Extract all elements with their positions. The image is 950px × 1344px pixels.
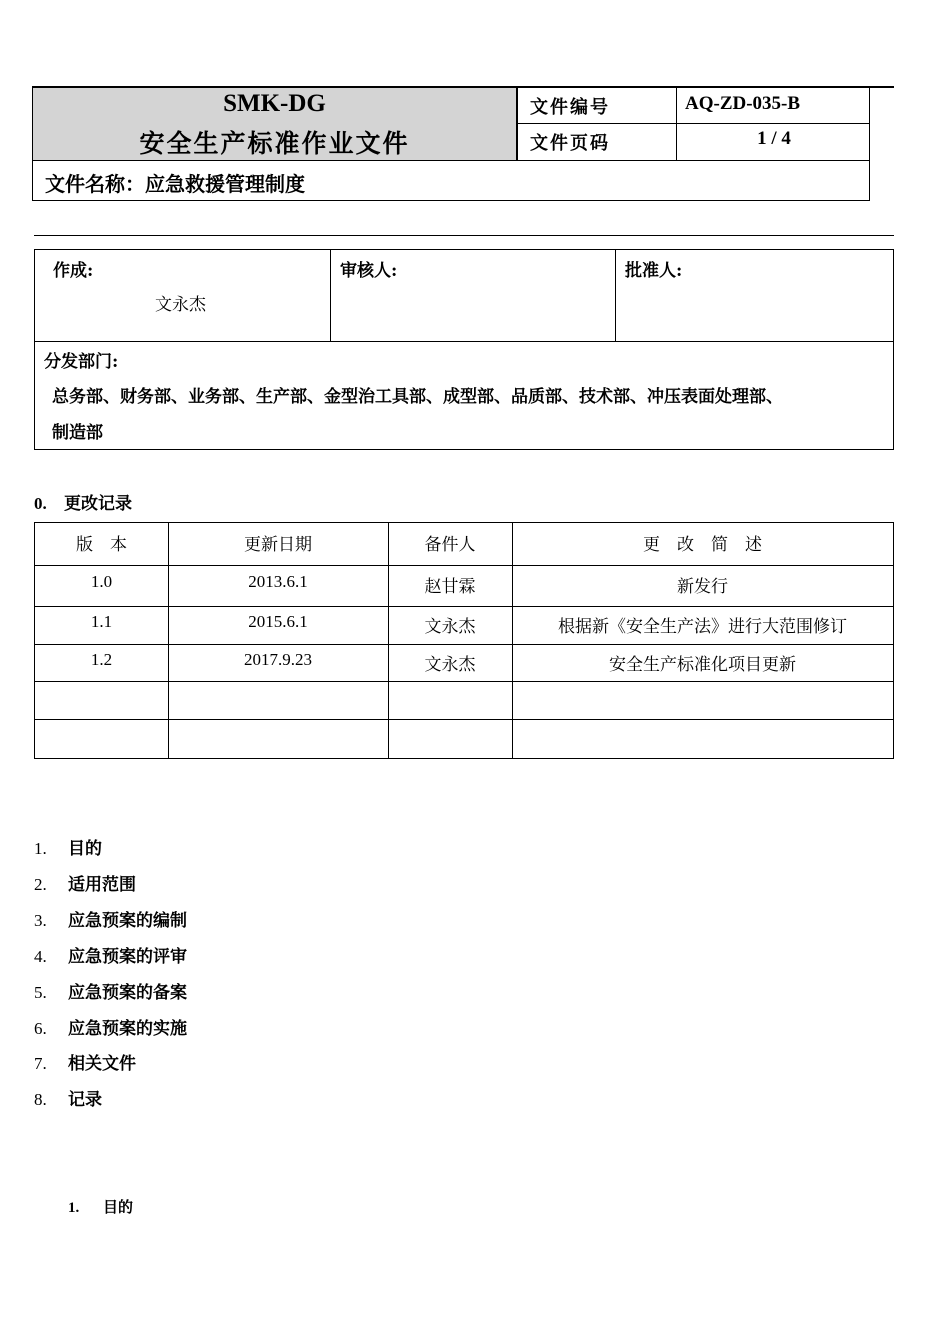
table-cell: 2013.6.1	[248, 572, 308, 591]
author-label: 作成:	[53, 261, 94, 281]
toc-item	[34, 978, 187, 1003]
distribution-label: 分发部门:	[44, 352, 119, 372]
toc-number: 2.	[34, 875, 47, 894]
row-divider-2	[35, 606, 893, 607]
toc-item	[34, 834, 102, 859]
signoff-table	[34, 249, 894, 450]
section-heading	[68, 1196, 133, 1217]
table-cell: 根据新《安全生产法》进行大范围修订	[558, 617, 847, 637]
change-record-heading	[34, 489, 132, 514]
column-header-date: 更新日期	[244, 535, 312, 555]
page-label-cell	[517, 123, 677, 161]
toc-label: 应急预案的备案	[68, 983, 187, 1003]
change-record-table	[34, 522, 894, 759]
signoff-row-divider	[35, 341, 893, 342]
file-name: 文件名称：应急救援管理制度	[45, 172, 305, 196]
toc-item	[34, 1014, 187, 1039]
table-cell: 1.2	[90, 650, 113, 669]
section-title: 目的	[103, 1198, 134, 1216]
column-header-version: 版 本	[76, 535, 127, 555]
approver-label: 批准人:	[625, 261, 683, 281]
reviewer-label: 审核人:	[340, 261, 398, 281]
section-number: 1.	[68, 1200, 80, 1216]
col-divider-2	[388, 523, 389, 758]
toc-number: 8.	[34, 1090, 47, 1109]
doc-no-value-cell	[676, 87, 870, 124]
doc-no-label: 文件编号	[530, 97, 610, 118]
author-name: 文永杰	[155, 295, 206, 315]
table-cell: 1.1	[90, 612, 113, 631]
toc-item	[34, 906, 187, 931]
separator-rule	[34, 235, 894, 236]
table-cell: 1.0	[90, 572, 113, 591]
table-cell: 2017.9.23	[244, 650, 312, 669]
page-value: 1 / 4	[757, 128, 791, 149]
doc-no-label-cell	[517, 87, 677, 124]
signoff-divider-1	[330, 250, 331, 341]
page-value-cell	[676, 123, 870, 161]
toc-number: 7.	[34, 1054, 47, 1073]
toc-label: 记录	[68, 1090, 102, 1110]
column-header-summary: 更 改 简 述	[643, 535, 762, 555]
toc-number: 5.	[34, 983, 47, 1002]
toc-number: 6.	[34, 1019, 47, 1038]
table-cell: 2015.6.1	[248, 612, 308, 631]
distribution-list-cont: 制造部	[52, 423, 103, 443]
table-cell: 安全生产标准化项目更新	[609, 655, 796, 675]
signoff-divider-2	[615, 250, 616, 341]
table-cell: 赵甘霖	[424, 577, 476, 597]
change-record-number: 0.	[34, 494, 47, 513]
table-cell: 文永杰	[424, 617, 476, 637]
toc-number: 1.	[34, 839, 47, 858]
row-divider-4	[35, 681, 893, 682]
toc-number: 3.	[34, 911, 47, 930]
toc-item	[34, 870, 136, 895]
toc-label: 目的	[68, 839, 102, 859]
row-divider-5	[35, 719, 893, 720]
col-divider-1	[168, 523, 169, 758]
document-type: 安全生产标准作业文件	[139, 129, 410, 158]
doc-no-value: AQ-ZD-035-B	[685, 93, 801, 114]
file-name-row	[32, 160, 870, 201]
toc-item	[34, 942, 187, 967]
toc-item	[34, 1085, 102, 1110]
toc-label: 适用范围	[68, 875, 136, 895]
table-cell: 文永杰	[424, 655, 476, 675]
col-divider-3	[512, 523, 513, 758]
company-name: SMK-DG	[223, 90, 326, 117]
table-cell: 新发行	[677, 577, 728, 597]
row-divider-3	[35, 644, 893, 645]
page-label: 文件页码	[530, 133, 610, 154]
toc-number: 4.	[34, 947, 47, 966]
toc-label: 相关文件	[68, 1054, 136, 1074]
column-header-person: 备件人	[424, 535, 476, 555]
change-record-title: 更改记录	[64, 494, 132, 514]
toc-item	[34, 1049, 136, 1074]
row-divider-1	[35, 565, 893, 566]
toc-label: 应急预案的实施	[68, 1019, 187, 1039]
toc-label: 应急预案的编制	[68, 911, 187, 931]
toc-label: 应急预案的评审	[68, 947, 187, 967]
distribution-list: 总务部、财务部、业务部、生产部、金型治工具部、成型部、品质部、技术部、冲压表面处理部、	[52, 387, 783, 407]
